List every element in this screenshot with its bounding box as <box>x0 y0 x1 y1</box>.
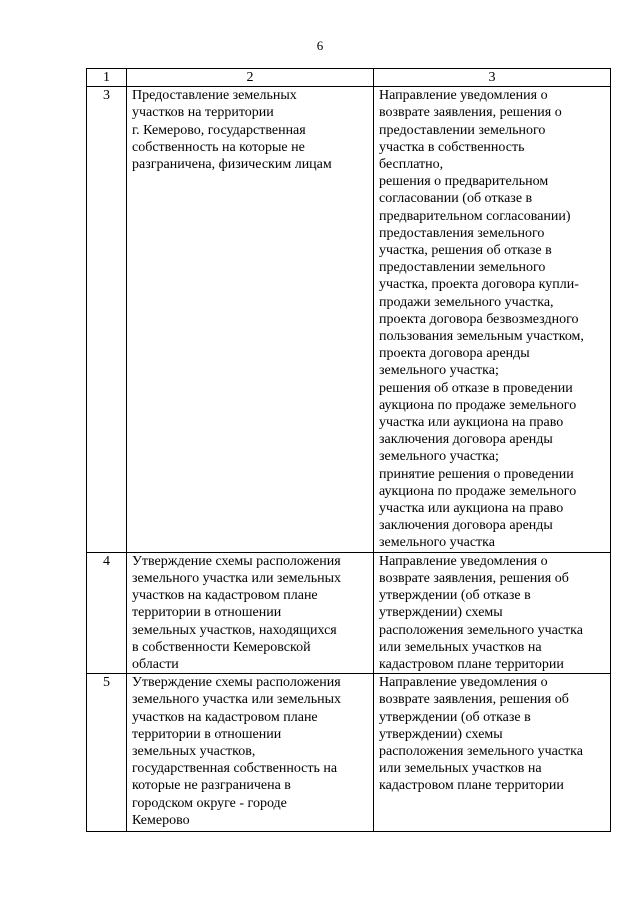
row-number: 5 <box>87 674 127 832</box>
result-cell: Направление уведомления о возврате заявления, решения о предоставлении земельного участка в собственность бесплатно, решения о предварительном согласовании (об отказе в предварительном согласовании) предоставления земельного участка, решения об отказе в предоставлении земельного участка, проекта договора купли- продажи земельного участка, проекта договора безвозмездного пользования земельным участком, проекта договора аренды земельного участка; решения об отказе в проведении аукциона по продаже земельного участка или аукциона на право заключения договора аренды земельного участка; принятие решения о проведении аукциона по продаже земельного участка или аукциона на право заключения договора аренды земельного участка <box>374 87 611 552</box>
service-name-cell: Утверждение схемы расположения земельного участка или земельных участков на кадастровом плане территории в отношении земельных участков, находящихся в собственности Кемеровской области <box>127 552 374 673</box>
table-row <box>87 674 611 832</box>
column-header: 1 <box>87 69 127 87</box>
result-cell: Направление уведомления о возврате заявления, решения об утверждении (об отказе в утверждении) схемы расположения земельного участка или земельных участков на кадастровом плане территории <box>374 552 611 673</box>
table-row <box>87 552 611 673</box>
column-header: 2 <box>127 69 374 87</box>
column-header: 3 <box>374 69 611 87</box>
page-number: 6 <box>316 38 324 53</box>
row-number: 4 <box>87 552 127 673</box>
result-cell: Направление уведомления о возврате заявления, решения об утверждении (об отказе в утверждении) схемы расположения земельного участка или земельных участков на кадастровом плане территории <box>374 674 611 832</box>
table-row <box>87 87 611 552</box>
service-name-cell: Предоставление земельных участков на территории г. Кемерово, государственная собственность на которые не разграничена, физическим лицам <box>127 87 374 552</box>
table-header-row <box>87 69 611 87</box>
service-name-cell: Утверждение схемы расположения земельного участка или земельных участков на кадастровом плане территории в отношении земельных участков, государственная собственность на которые не разграничена в городском округе - городе Кемерово <box>127 674 374 832</box>
row-number: 3 <box>87 87 127 552</box>
services-table <box>86 68 611 832</box>
